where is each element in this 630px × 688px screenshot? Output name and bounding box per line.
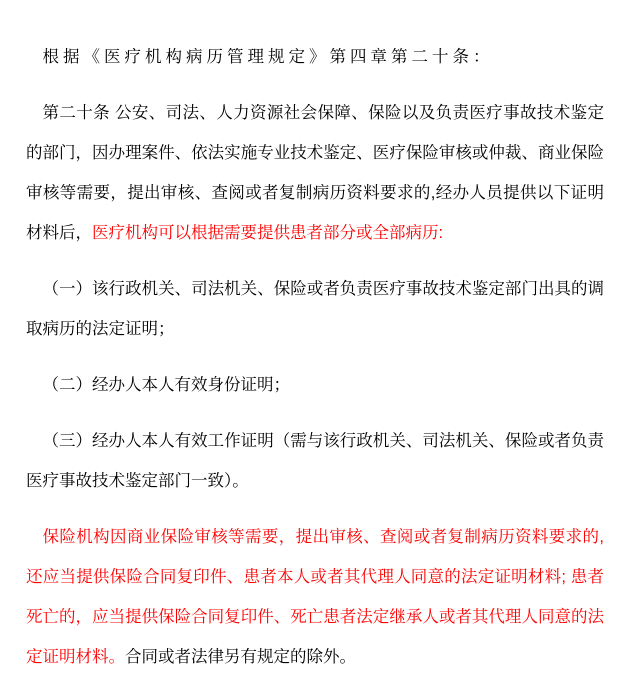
item-2-paragraph: （二）经办人本人有效身份证明； [42,376,290,394]
article-20-black-text: 第二十条 公安、司法、人力资源社会保障、保险以及负责医疗事故技术鉴定的部门，因办理案件、依法实施专业技术鉴定、医疗保险审核或仲裁、商业保险审核等需要，提出审核、查阅或者复制病历资料要求的,经办人员提供以下证明材料后， [26,104,604,242]
article-20-red-text: 医疗机构可以根据需要提供患者部分或全部病历: [92,224,444,242]
document-body [26,37,604,677]
closing-red-text: 保险机构因商业保险审核等需要，提出审核、查阅或者复制病历资料要求的,还应当提供保险合同复印件、患者本人或者其代理人同意的法定证明材料; 患者死亡的，应当提供保险合同复印件、死亡患者法定继承人或者其代理人同意的法定证明材料。 [26,528,604,666]
article-20-paragraph [26,93,604,253]
item-3-paragraph: （三）经办人本人有效工作证明（需与该行政机关、司法机关、保险或者负责医疗事故技术鉴定部门一致）。 [26,432,604,490]
closing-black-text: 合同或者法律另有规定的除外。 [125,648,356,666]
item-1-paragraph: （一）该行政机关、司法机关、保险或者负责医疗事故技术鉴定部门出具的调取病历的法定证明； [26,280,604,338]
closing-paragraph [26,517,604,677]
intro-paragraph: 根据《医疗机构病历管理规定》第四章第二十条： [42,48,494,66]
